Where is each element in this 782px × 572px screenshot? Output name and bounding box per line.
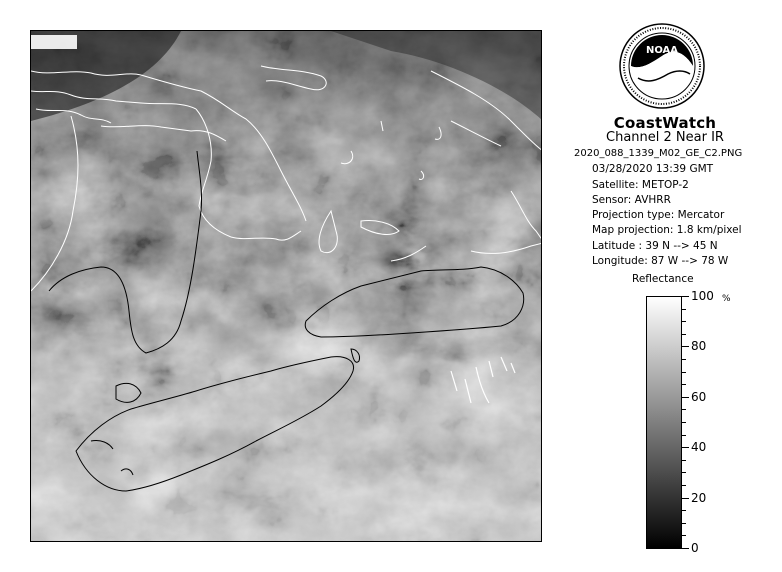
colorbar-major-tick [682,498,689,499]
colorbar-minor-tick [682,472,686,473]
projection-type-label: Projection type: Mercator [592,209,725,221]
longitude-range: Longitude: 87 W --> 78 W [592,255,729,267]
colorbar-major-tick [682,447,689,448]
colorbar-tick-label: 60 [691,390,707,404]
acquisition-datetime: 03/28/2020 13:39 GMT [592,163,714,175]
satellite-label: Satellite: METOP-2 [592,179,689,191]
colorbar-tick-label: 40 [691,440,707,454]
latitude-range: Latitude : 39 N --> 45 N [592,240,718,252]
colorbar-minor-tick [682,309,686,310]
colorbar-title: Reflectance [632,273,694,285]
colorbar-minor-tick [682,485,686,486]
noaa-logo-icon [618,22,706,110]
bright-patch [31,35,77,49]
colorbar-tick-label: 80 [691,339,707,353]
satellite-map [30,30,542,542]
colorbar-major-tick [682,346,689,347]
colorbar-unit: % [722,294,731,304]
colorbar-minor-tick [682,334,686,335]
colorbar-minor-tick [682,409,686,410]
colorbar-minor-tick [682,435,686,436]
colorbar-minor-tick [682,359,686,360]
colorbar-tick-label: 100 [691,289,714,303]
colorbar-minor-tick [682,523,686,524]
colorbar-minor-tick [682,510,686,511]
file-name: 2020_088_1339_M02_GE_C2.PNG [574,148,743,159]
colorbar-ticks [682,289,762,555]
colorbar-minor-tick [682,535,686,536]
colorbar-minor-tick [682,422,686,423]
colorbar-major-tick [682,548,689,549]
channel-name: Channel 2 Near IR [606,130,724,145]
map-projection-label: Map projection: 1.8 km/pixel [592,224,742,236]
colorbar-minor-tick [682,372,686,373]
colorbar-minor-tick [682,384,686,385]
cloud-brightness-gradient [31,31,542,542]
colorbar-minor-tick [682,460,686,461]
brand-title: CoastWatch [613,114,717,132]
colorbar-major-tick [682,397,689,398]
colorbar-tick-label: 20 [691,491,707,505]
colorbar-minor-tick [682,321,686,322]
sensor-label: Sensor: AVHRR [592,194,671,206]
reflectance-colorbar [646,296,682,549]
satellite-image [31,31,542,542]
svg-text:NOAA: NOAA [645,45,679,56]
colorbar-tick-label: 0 [691,541,699,555]
colorbar-major-tick [682,296,689,297]
